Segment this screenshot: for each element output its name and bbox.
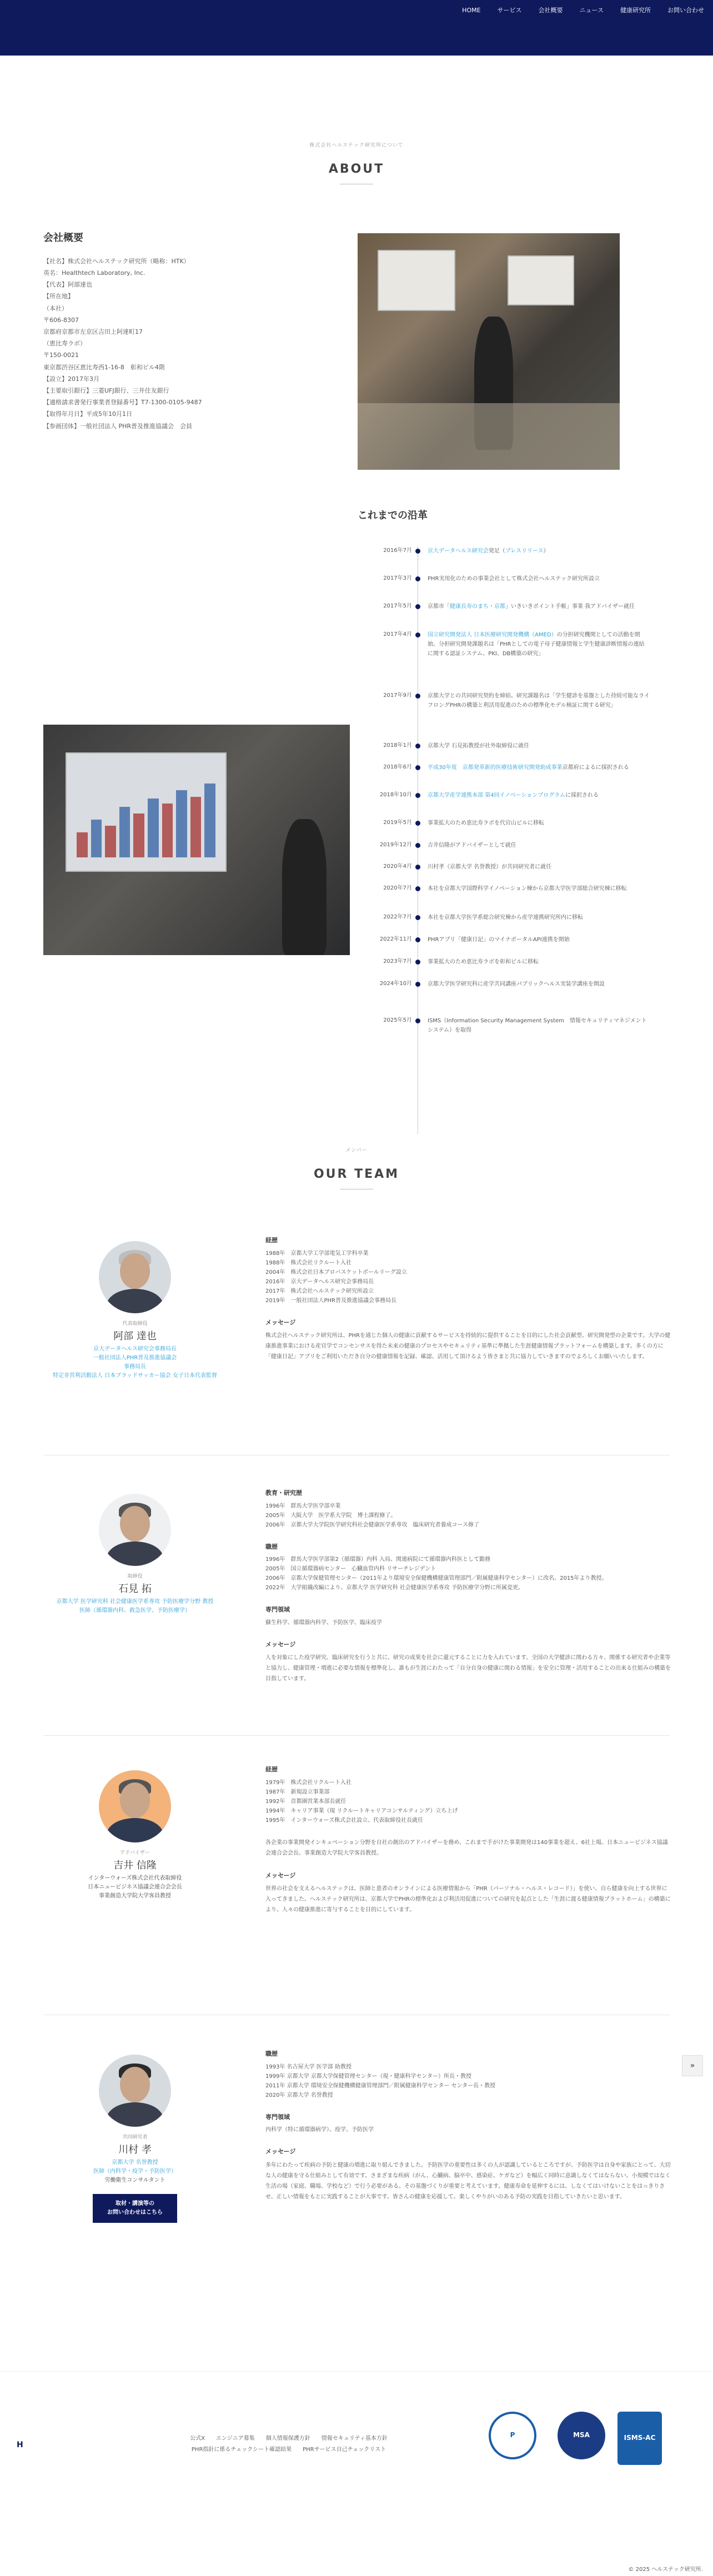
- timeline-text-part: 」いきいきポイント手帳」事業 我アドバイザー就任: [505, 604, 635, 610]
- history-title: これまでの沿革: [358, 510, 428, 521]
- company-detail-line: 【主要取引銀行】三菱UFJ銀行、三井住友銀行: [43, 387, 169, 395]
- about-section: [0, 56, 713, 1133]
- detail-heading: メッセージ: [265, 1640, 296, 1648]
- timeline-date: 2022年7月: [383, 914, 412, 920]
- member-profile: [43, 1494, 227, 1615]
- timeline-dot: [415, 865, 420, 870]
- company-detail-line: 〒606-8307: [43, 316, 79, 324]
- detail-line: 1988年 京都大学工学部電気工学科卒業: [265, 1250, 369, 1257]
- member-affiliation[interactable]: 事務局長: [124, 1364, 146, 1370]
- timeline-text-part: に採択される: [595, 765, 629, 771]
- section-gap: [265, 1825, 671, 1837]
- timeline-date: 2019年12月: [379, 842, 412, 848]
- footer-link[interactable]: 公式X: [190, 2436, 205, 2442]
- detail-line: 2020年 京都大学 名誉教授: [265, 2092, 333, 2098]
- timeline-date: 2019年5月: [383, 820, 412, 826]
- company-detail-line: 東京都渋谷区恵比寿西1-16-8 彰和ビル4階: [43, 363, 165, 371]
- member-divider: [43, 1735, 670, 1736]
- company-detail-line: （恵比寿ラボ）: [43, 340, 86, 348]
- audience-area: [358, 403, 620, 470]
- detail-heading: 教育・研究歴: [265, 1489, 302, 1497]
- timeline-text: [428, 574, 650, 584]
- member-affiliation: インターウォーズ株式会社代表取締役: [88, 1875, 182, 1882]
- timeline-text-part: ISMS（Information Security Management System 情報セキュリティマネジメントシステム）を取得: [428, 1018, 647, 1033]
- detail-line: 2011年 京都大学 環境安全保健機構健康管理部門／附属健康科学センター センター長・教授: [265, 2082, 496, 2089]
- detail-line: 2019年 一般社団法人PHR普及推進協議会事務局長: [265, 1297, 396, 1304]
- detail-line: 2006年 京都大学保健管理センター（2011年より環境安全保健機構健康管理部門／附属健康科学センター）に改名。2015年より教授。: [265, 1575, 607, 1582]
- timeline-text: [428, 884, 650, 893]
- detail-line: 1993年 名古屋大学 医学部 助教授: [265, 2063, 352, 2070]
- footer-link[interactable]: エンジニア募集: [216, 2436, 255, 2442]
- isms-ac-icon: ISMS-AC: [617, 2412, 662, 2465]
- detail-heading: メッセージ: [265, 1871, 296, 1879]
- detail-paragraph: 人を対象にした疫学研究、臨床研究を行うと共に、研究の成果を社会に還元することに力を入れています。全国の大学健診に関わる方々、関係する研究者や企業等と協力し、健康管理・増進に必要な情報を標準化し、誰もが生涯にわたって「自分自身の健康に関わる情報」を安全に管理・活用することの出来る仕組みの構築を目指しています。: [265, 1655, 671, 1683]
- detail-line: 1996年 群馬大学医学部第2（循環器）内科 入局、関連病院にて循環器内科医として勤務: [265, 1556, 490, 1563]
- timeline-link[interactable]: 京大データヘルス研究会: [428, 548, 489, 554]
- timeline-date: 2016年7月: [383, 548, 412, 554]
- detail-line: 2017年 株式会社ヘルステック研究所設立: [265, 1288, 374, 1294]
- avatar-head: [120, 1782, 150, 1818]
- member-details: [265, 1488, 671, 1684]
- member-name: 川村 孝: [118, 2144, 152, 2156]
- timeline-dot: [415, 632, 420, 637]
- member-affiliation[interactable]: 一般社団法人PHR普及推進協議会: [93, 1355, 177, 1362]
- timeline-dot: [415, 744, 420, 749]
- top-nav: [0, 0, 713, 56]
- team-header: [0, 1147, 713, 1189]
- member-profile: [43, 1770, 227, 1901]
- seminar-photo: [358, 233, 620, 470]
- avatar-head: [120, 2067, 150, 2102]
- detail-line: 1988年 株式会社リクルート入社: [265, 1259, 352, 1266]
- detail-line: 2016年 京大データヘルス研究会事務局長: [265, 1278, 374, 1285]
- member-role: アドバイザー: [120, 1850, 150, 1856]
- detail-heading: 経歴: [265, 1237, 278, 1244]
- detail-paragraph: 株式会社ヘルステック研究所は、PHRを通じた個人の健康に貢献するサービスを持続的に提供することを目的にした社会貢献型、研究開発型の企業です。大学の健康推進事業における産官学でコンセンサスを得た未来の健康のプロセスやセキュリティ基準に準拠した生涯健康情報プラットフォームを構築します。多くの方に「健康日記」アプリをご利用いただき自分の健康情報を記録、確認、活用して頂けるよう皆さまと共に協力していきますのでよろしくお願いいたします。: [265, 1333, 671, 1360]
- company-detail-line: 英名：Healthtech Laboratory, Inc.: [43, 269, 145, 277]
- detail-line: 1999年 京都大学 京都大学保健管理センター（現・健康科学センター）所長・教授: [265, 2073, 472, 2080]
- section-gap: [265, 1628, 671, 1640]
- member-affiliation[interactable]: 京都大学 医学研究科 社会健康医学系専攻 予防医療学分野 教授: [56, 1599, 214, 1605]
- avatar-head: [120, 1253, 150, 1289]
- about-header: [0, 142, 713, 184]
- timeline-text-part: 発足（: [488, 548, 505, 554]
- section-gap: [265, 1859, 671, 1871]
- timeline-text-part: 事業拡大のため恵比寿ラボを代官山ビルに移転: [428, 820, 544, 826]
- detail-paragraph: 多年にわたって疾病の予防と健康の増進に取り組んできました。予防医学の重要性は多くの人が認識しているところですが、予防医学は自身や家族にとって、大切な人の健康を守る仕組みとして有効です。さまざまな疾病（がん、心臓病、脳卒中、感染症、ケガなど）を幅広く同時に意識しなくてはならない。小規模ではなく生活の場（家庭、職場、学校など）で行う必要がある。その基盤づくりが重要と考えています。健康寿命を延伸するには、しなくてはいけないことをはっきりさせ、正しい情報をもとに実践することが大事です。皆さんの健康を応援して、楽しくやりがいのある予防の実践を目指していきたいと思います。: [265, 2162, 671, 2200]
- detail-heading: 専門領域: [265, 1606, 290, 1614]
- company-details: [43, 255, 332, 432]
- timeline-text: [428, 691, 650, 710]
- timeline-date: 2022年11月: [379, 936, 412, 942]
- company-detail-line: 〒150-0021: [43, 351, 79, 359]
- timeline-text: [428, 741, 650, 751]
- member-avatar: [99, 1770, 171, 1842]
- timeline-link[interactable]: 健康長寿のまち・京都: [450, 604, 505, 610]
- timeline-dot: [415, 1018, 420, 1023]
- detail-heading: メッセージ: [265, 1318, 296, 1326]
- timeline-date: 2023年7月: [383, 958, 412, 965]
- member-details: [265, 2049, 671, 2202]
- detail-line: 1996年 群馬大学医学部卒業: [265, 1503, 341, 1509]
- timeline-text-part: 本社を京都大学医学系総合研究棟から産学連携研究所内に移転: [428, 915, 583, 921]
- timeline-text: [428, 1016, 650, 1035]
- detail-heading: メッセージ: [265, 2148, 296, 2156]
- lecture-photo: [43, 725, 350, 955]
- timeline-text-part: の分担研究機関としての活動を開始。分担研究開発課題名は「PHRとしての電子母子健康情報と学生健康診断情報の連結に関する認証システム、PKI、DB構築の研究」: [428, 632, 645, 657]
- member-affiliation[interactable]: 医師（循環器内科、救急医学、予防医療学）: [79, 1608, 190, 1614]
- detail-line: 2005年 国立循環器病センター 心臓血管内科 リサーチレジデント: [265, 1566, 436, 1573]
- nav-item-0[interactable]: HOME: [462, 7, 481, 14]
- footer-logo-icon[interactable]: H: [17, 2441, 23, 2449]
- timeline-dot: [415, 821, 420, 826]
- timeline-text: [428, 763, 650, 772]
- timeline-text: [428, 602, 650, 611]
- section-gap: [265, 2100, 671, 2112]
- timeline-text-part: 京都大学医学研究科に産学共同講座パブリックヘルス実装学講座を開設: [428, 981, 605, 987]
- timeline-text: [428, 957, 650, 967]
- timeline-date: 2020年7月: [383, 885, 412, 891]
- contact-button-label: 取材・講演等の: [116, 2201, 154, 2207]
- member-role: 代表取締役: [122, 1321, 148, 1327]
- about-heading: ABOUT: [328, 162, 385, 177]
- company-detail-line: 【代表】阿部達也: [43, 281, 92, 289]
- nav-item-5[interactable]: お問い合わせ: [667, 7, 704, 14]
- projection-screen: [378, 250, 455, 311]
- contact-button[interactable]: [93, 2194, 177, 2223]
- about-kicker: 株式会社ヘルステック研究所について: [309, 143, 404, 148]
- member-affiliation[interactable]: 京都大学 名誉教授: [112, 2160, 158, 2166]
- timeline-dot: [415, 793, 420, 798]
- footer-links: [94, 2433, 483, 2456]
- timeline-link[interactable]: 平成30年度 京都発革新的医療技術研究開発助成事業: [428, 765, 563, 771]
- projection-screen: [66, 752, 227, 872]
- timeline-dot: [415, 576, 420, 581]
- member-affiliation[interactable]: 特定非営利活動法人 日本ブラッドサッカー協会 女子日本代表監督: [53, 1373, 217, 1379]
- timeline-dot: [415, 694, 420, 699]
- section-gap: [265, 2135, 671, 2147]
- timeline-link[interactable]: 国立研究開発法人 日本医療研究開発機構（AMED）: [428, 632, 557, 638]
- company-detail-line: 【社名】株式会社ヘルステック研究所（略称：HTK）: [43, 257, 190, 265]
- timeline-dot: [415, 886, 420, 891]
- company-overview: [43, 230, 332, 432]
- member-details: [265, 1236, 671, 1362]
- timeline-date: 2024年10月: [379, 981, 412, 987]
- avatar-suit: [107, 2102, 163, 2127]
- timeline-text-part: PHR実用化のための事業会社として株式会社ヘルステック研究所設立: [428, 576, 600, 582]
- detail-line: 蘇生科学、循環器内科学、予防医学、臨床疫学: [265, 1619, 382, 1626]
- company-detail-line: 【所在地】: [43, 293, 74, 300]
- member-role: 取締役: [127, 1574, 143, 1579]
- timeline-text: [428, 980, 650, 989]
- projection-screen: [508, 255, 574, 305]
- company-detail-line: 【設立】2017年3月: [43, 375, 99, 383]
- avatar-head: [120, 1506, 150, 1541]
- company-detail-line: 【取得年月日】平成5年10月1日: [43, 410, 132, 418]
- timeline-text: [428, 630, 650, 659]
- detail-heading: 職歴: [265, 2050, 278, 2057]
- detail-heading: 専門領域: [265, 2113, 290, 2121]
- timeline-date: 2017年3月: [383, 575, 412, 581]
- member-name: 吉井 信隆: [113, 1860, 157, 1872]
- timeline-dot: [415, 982, 420, 987]
- nav-item-3[interactable]: ニュース: [579, 7, 604, 14]
- timeline-date: 2018年1月: [383, 742, 412, 749]
- section-gap: [265, 1530, 671, 1542]
- detail-heading: 職歴: [265, 1543, 278, 1550]
- member-avatar: [99, 1241, 171, 1313]
- timeline-text-part: 京都市「: [428, 604, 450, 610]
- timeline-text: [428, 546, 650, 556]
- timeline-text-part: 吉井信隆がアドバイザーとして就任: [428, 842, 516, 848]
- projected-bar-chart: [77, 774, 215, 857]
- avatar-suit: [107, 1818, 163, 1842]
- msa-cert-icon: MSA: [558, 2412, 605, 2459]
- timeline-text-part: に採択される: [565, 792, 599, 799]
- member-affiliation[interactable]: 京大データヘルス研究会事務局長: [93, 1346, 177, 1353]
- company-overview-title: 会社概要: [43, 232, 83, 244]
- member-profile: [43, 2055, 227, 2223]
- timeline-date: 2017年9月: [383, 692, 412, 699]
- timeline-date: 2018年6月: [383, 764, 412, 770]
- detail-line: 2005年 大阪大学 医学系大学院 博士課程修了。: [265, 1512, 396, 1519]
- member-avatar: [99, 1494, 171, 1566]
- company-detail-line: 【適格請求書発行事業者登録番号】T7-1300-0105-9487: [43, 399, 202, 406]
- nav-item-2[interactable]: 会社概要: [538, 7, 563, 14]
- detail-line: 2004年 株式会社日本ブロバスケットボールリーグ設立: [265, 1269, 407, 1276]
- footer-link[interactable]: PHR指針に係るチェックシート確認結果: [191, 2447, 292, 2453]
- timeline-dot: [415, 549, 420, 554]
- member-avatar: [99, 2055, 171, 2127]
- member-name: 阿部 達也: [113, 1330, 157, 1343]
- timeline-dot: [415, 960, 420, 965]
- copyright: © 2025 ヘルステック研究所.: [628, 2567, 703, 2573]
- timeline-text-part: ）: [543, 548, 549, 554]
- footer-link[interactable]: 個人情報保護方針: [265, 2436, 310, 2442]
- detail-line: 内科学（特に循環器病学）、疫学、予防医学: [265, 2127, 374, 2133]
- nav-item-4[interactable]: 健康研究所: [620, 7, 651, 14]
- timeline-dot: [415, 765, 420, 770]
- timeline-text: [428, 935, 650, 945]
- member-profile: [43, 1241, 227, 1380]
- detail-line: 1992年 首都圏営業本部長就任: [265, 1798, 347, 1805]
- timeline-dot: [415, 843, 420, 848]
- team-section: [0, 1133, 713, 2371]
- detail-line: 1987年 新規設立事業部: [265, 1789, 330, 1795]
- member-role: 共同研究者: [122, 2135, 148, 2140]
- detail-line: 1994年 キャリア事業（現 リクルートキャリアコンサルティング）立ち上げ: [265, 1807, 458, 1814]
- presenter-figure: [282, 819, 327, 955]
- timeline-text: [428, 791, 650, 800]
- nav-item-1[interactable]: サービス: [497, 7, 522, 14]
- timeline-text: [428, 819, 650, 828]
- detail-line: 1979年 株式会社リクルート入社: [265, 1779, 352, 1786]
- timeline-text-part: 京都大学 石見拓教授が社外取締役に就任: [428, 743, 530, 749]
- detail-paragraph: 世界の社会を支えるヘルステックは、医師と患者のオンラインによる医療情報から「PHR（パーソナル・ヘルス・レコード）」を使い、自ら健康を向上する世界に入ってきました。ヘルステック研究所は、京都大学でPHRの標準化および利活用促進についての研究を起点とした「生涯に渡る健康情報プラットホーム」の構築により、人々の健康推進に寄与することを目的にしています。: [265, 1886, 671, 1914]
- timeline-date: 2020年4月: [383, 863, 412, 870]
- privacy-mark-icon: P: [489, 2412, 536, 2459]
- member-affiliation: 事業創造大学院大学客員教授: [99, 1893, 171, 1900]
- timeline-link[interactable]: 京都大学産学連携本部 第4回イノベーションプログラム: [428, 792, 566, 799]
- member-name: 石見 拓: [118, 1583, 152, 1595]
- team-kicker: メンバー: [345, 1148, 368, 1153]
- detail-paragraph: 各企業の事業開発インキュベーション分野を自社の創出のアドバイザーを務め、これまで手がけた事業開発は140事業を超え、6社上場。日本ニュービジネス協議会連合会会長、事業創造大学院大学客員教授。: [265, 1839, 668, 1856]
- footer-link[interactable]: 情報セキュリティ基本方針: [321, 2436, 388, 2442]
- timeline-date: 2017年4月: [383, 631, 412, 637]
- timeline-text: [428, 913, 650, 922]
- company-detail-line: （本社）: [43, 304, 68, 312]
- company-detail-line: 京都府京都市左京区吉田上阿達町17: [43, 328, 143, 336]
- avatar-suit: [107, 1289, 163, 1313]
- section-gap: [265, 1305, 671, 1318]
- timeline-text-part: 京都府による: [562, 765, 596, 771]
- detail-line: 2006年 京都大学大学院医学研究科社会健康医学系専攻 臨床研究者養成コース修了: [265, 1522, 479, 1528]
- timeline-date: 2017年5月: [383, 603, 412, 609]
- contact-button-label: お問い合わせはこちら: [107, 2210, 163, 2216]
- member-affiliation: 労働衛生コンサルタント: [104, 2177, 165, 2184]
- detail-line: 1995年 インターウォーズ株式会社設立、代表取締役社長就任: [265, 1817, 424, 1824]
- timeline-dot: [415, 937, 420, 942]
- timeline-dot: [415, 604, 420, 609]
- scroll-to-top-button[interactable]: »: [682, 2055, 703, 2076]
- detail-line: 2022年 大学組織改編により、京都大学 医学研究科 社会健康医学系専攻 予防医療学分野に所属変更。: [265, 1585, 524, 1591]
- footer-link[interactable]: PHRサービス自己チェックリスト: [303, 2447, 386, 2453]
- avatar-suit: [107, 1541, 163, 1566]
- timeline-text-part: 事業拡大のため恵比寿ラボを彰和ビルに移転: [428, 959, 539, 965]
- company-detail-line: 【参画団体】一般社団法人 PHR普及推進協議会 会員: [43, 422, 193, 430]
- timeline-text-part: 川村孝（京都大学 名誉教授）が共同研究者に就任: [428, 864, 552, 870]
- timeline-link[interactable]: プレスリリース: [505, 548, 544, 554]
- timeline-text: [428, 862, 650, 872]
- member-affiliation[interactable]: 医師（内科学・疫学・予防医学）: [93, 2168, 177, 2175]
- timeline-text-part: 京都大学との共同研究契約を締結。研究課題名は「学生健診を基盤とした持続可能なライフロングPHRの構築と利活用促進のための標準化モデル検証に関する研究」: [428, 693, 650, 709]
- timeline-date: 2025年5月: [383, 1017, 412, 1023]
- timeline-dot: [415, 915, 420, 920]
- detail-heading: 経歴: [265, 1766, 278, 1773]
- member-affiliation: 日本ニュービジネス協議会連合会会長: [88, 1884, 182, 1891]
- timeline-date: 2018年10月: [379, 792, 412, 798]
- timeline-text: [428, 841, 650, 850]
- timeline-text-part: 本社を京都大学国際科学イノベーション棟から京都大学医学部総合研究棟に移転: [428, 886, 627, 892]
- team-heading: OUR TEAM: [313, 1167, 400, 1182]
- section-gap: [265, 1593, 671, 1605]
- timeline-text-part: PHRアプリ「健康日記」のマイナポータルAPI連携を開始: [428, 937, 570, 943]
- member-details: [265, 1765, 671, 1915]
